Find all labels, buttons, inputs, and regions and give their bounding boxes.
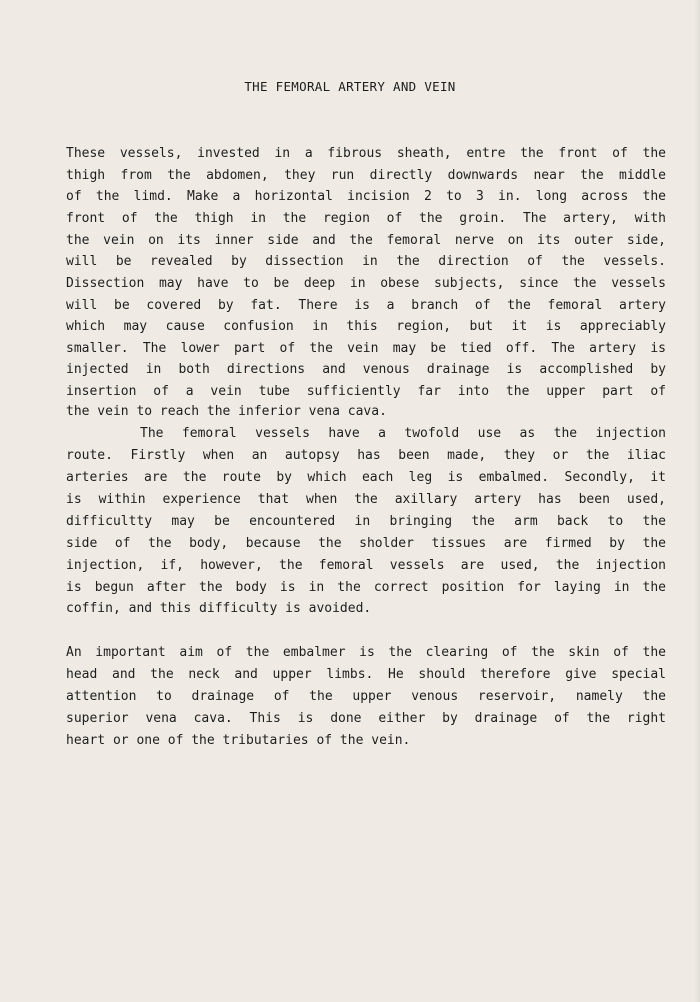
paragraph-1-line: Dissection may have to be deep in obese subjects, since the vessels (66, 276, 666, 291)
paragraph-2-line: coffin, and this difficulty is avoided. (66, 601, 372, 616)
paragraph-3-line: attention to drainage of the upper venous reservoir, namely the (66, 689, 666, 704)
paragraph-1-line: will be covered by fat. There is a branch of the femoral artery (66, 298, 666, 313)
paragraph-1-line: injected in both directions and venous drainage is accomplished by (66, 362, 666, 377)
paragraph-2-line: injection, if, however, the femoral vessels are used, the injection (66, 558, 666, 573)
paragraph-1-line: the vein on its inner side and the femoral nerve on its outer side, (66, 233, 666, 248)
paragraph-1-line: thigh from the abdomen, they run directly downwards near the middle (66, 168, 666, 183)
paragraph-1-line: insertion of a vein tube sufficiently far into the upper part of (66, 384, 666, 399)
paragraph-3-line: heart or one of the tributaries of the vein. (66, 733, 411, 748)
paragraph-2-line: arteries are the route by which each leg is embalmed. Secondly, it (66, 470, 666, 485)
paragraph-1-line: smaller. The lower part of the vein may be tied off. The artery is (66, 341, 666, 356)
paragraph-2-line: side of the body, because the sholder tissues are firmed by the (66, 536, 666, 551)
paragraph-1-line: front of the thigh in the region of the groin. The artery, with (66, 211, 666, 226)
paragraph-1-line: will be revealed by dissection in the direction of the vessels. (66, 254, 666, 269)
paragraph-3-line: superior vena cava. This is done either by drainage of the right (66, 711, 666, 726)
page-edge-shadow (694, 0, 700, 1002)
paragraph-2-line: The femoral vessels have a twofold use as the injection (140, 426, 666, 441)
paragraph-2-line: route. Firstly when an autopsy has been made, they or the iliac (66, 448, 666, 463)
paragraph-2-line: difficultty may be encountered in bringing the arm back to the (66, 514, 666, 529)
paragraph-1-line: of the limd. Make a horizontal incision 2 to 3 in. long across the (66, 189, 666, 204)
paragraph-2-line: is within experience that when the axillary artery has been used, (66, 492, 666, 507)
page-title: THE FEMORAL ARTERY AND VEIN (244, 79, 456, 94)
paragraph-1-line: These vessels, invested in a fibrous sheath, entre the front of the (66, 146, 666, 161)
paragraph-2-line: is begun after the body is in the correct position for laying in the (66, 580, 666, 595)
paragraph-3-line: head and the neck and upper limbs. He should therefore give special (66, 667, 666, 682)
paragraph-1-line: the vein to reach the inferior vena cava. (66, 404, 387, 419)
paragraph-1-line: which may cause confusion in this region, but it is appreciably (66, 319, 666, 334)
paragraph-3-line: An important aim of the embalmer is the clearing of the skin of the (66, 645, 666, 660)
